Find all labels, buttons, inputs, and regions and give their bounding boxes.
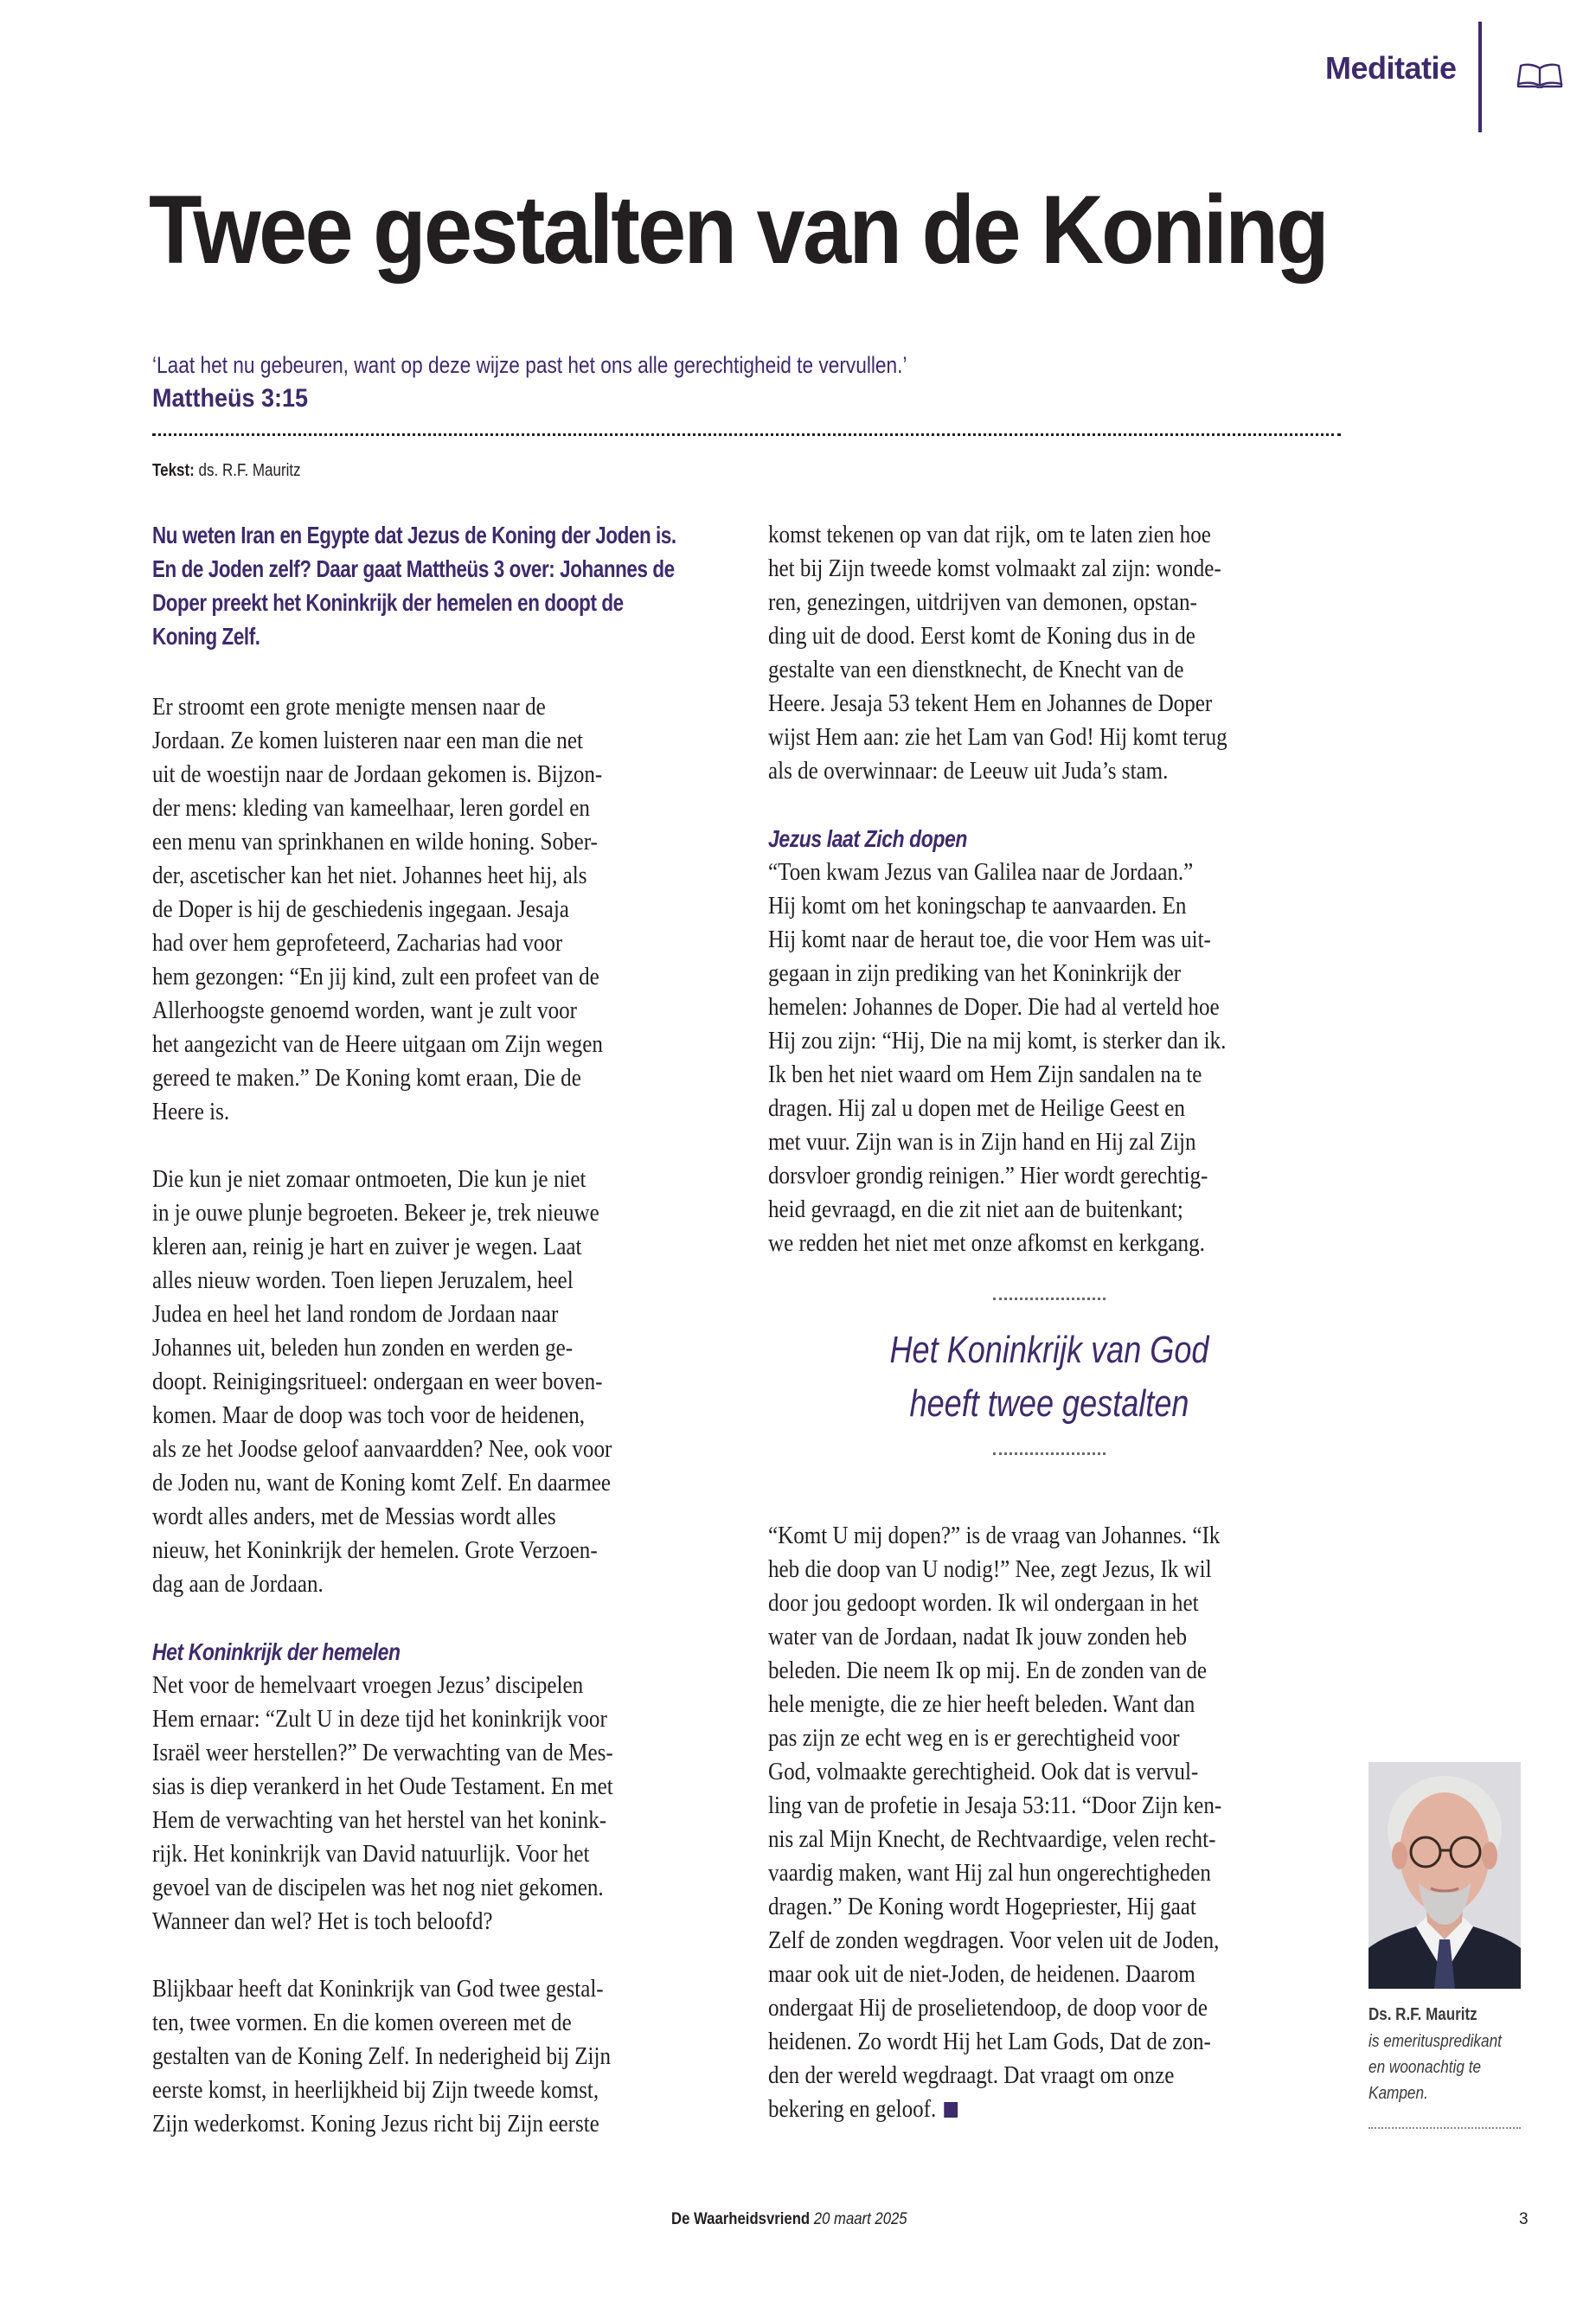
body-line: uit de woestijn naar de Jordaan gekomen is. Bijzon-: [152, 761, 603, 788]
body-line: doopt. Reinigingsritueel: ondergaan en weer boven-: [152, 1368, 603, 1395]
body-line: Zijn wederkomst. Koning Jezus richt bij Zijn eerste: [152, 2111, 599, 2138]
body-line: het aangezicht van de Heere uitgaan om Zijn wegen: [152, 1031, 603, 1058]
body-line: de Joden nu, want de Koning komt Zelf. En daarmee: [152, 1470, 612, 1497]
body-line: rijk. Het koninkrijk van David natuurlijk. Voor het: [152, 1841, 590, 1868]
body-line: wordt alles anders, met de Messias wordt alles: [152, 1503, 556, 1530]
body-line: Hem de verwachting van het herstel van het konink-: [152, 1807, 607, 1834]
body-line: door jou gedoopt worden. Ik wil ondergaan in het: [768, 1590, 1199, 1617]
right-column-continued: [768, 1519, 1330, 2126]
body-line: Judea en heel het land rondom de Jordaan naar: [152, 1301, 559, 1328]
body-line: ondergaat Hij de proselietendoop, de doop voor de: [768, 1995, 1208, 2022]
pull-quote: [768, 1298, 1330, 1455]
body-line: Allerhoogste genoemd worden, want je zult voor: [152, 997, 578, 1024]
body-line: Heere is.: [152, 1099, 230, 1125]
body-line: Hij komt om het koningschap te aanvaarden. En: [768, 893, 1187, 920]
body-line: Wanneer dan wel? Het is toch beloofd?: [152, 1908, 493, 1935]
body-line: als de overwinnaar: de Leeuw uit Juda’s stam.: [768, 758, 1169, 785]
left-column: [152, 518, 715, 2141]
body-line: we redden het niet met onze afkomst en kerkgang.: [768, 1230, 1205, 1257]
body-line: ling van de profetie in Jesaja 53:11. “Door Zijn ken-: [768, 1792, 1222, 1819]
byline: [152, 461, 301, 481]
body-line: vaardig maken, want Hij zal hun ongerechtigheden: [768, 1860, 1211, 1887]
body-line: nieuw, het Koninkrijk der hemelen. Grote Verzoen-: [152, 1537, 598, 1564]
body-line: Ik ben het niet waard om Hem Zijn sandalen na te: [768, 1061, 1202, 1088]
body-line: God, volmaakte gerechtigheid. Ook dat is vervul-: [768, 1759, 1199, 1785]
intro-line: Nu weten Iran en Egypte dat Jezus de Koning der Joden is.: [152, 522, 676, 548]
pull-quote-top-dots: [993, 1298, 1106, 1300]
body-line: hem gezongen: “En jij kind, zult een profeet van de: [152, 964, 599, 990]
body-line: als ze het Joodse geloof aanvaardden? Nee, ook voor: [152, 1436, 612, 1463]
article-title: Twee gestalten van de Koning: [149, 176, 1327, 284]
body-line: Er stroomt een grote menigte mensen naar de: [152, 694, 546, 721]
body-line: dragen.” De Koning wordt Hogepriester, Hij gaat: [768, 1894, 1196, 1920]
body-line: pas zijn ze echt weg en is er gerechtigheid voor: [768, 1725, 1180, 1752]
body-line: der, ascetischer kan het niet. Johannes heet hij, als: [152, 862, 587, 889]
body-line: hemelen: Johannes de Doper. Die had al verteld hoe: [768, 994, 1220, 1021]
body-line: “Toen kwam Jezus van Galilea naar de Jordaan.”: [768, 859, 1194, 886]
body-line: water van de Jordaan, nadat Ik jouw zonden heb: [768, 1624, 1188, 1650]
body-line: ding uit de dood. Eerst komt de Koning dus in de: [768, 623, 1195, 650]
body-line: komst tekenen op van dat rijk, om te laten zien hoe: [768, 522, 1211, 548]
body-line: beleden. Die neem Ik op mij. En de zonden van de: [768, 1657, 1208, 1684]
verse-quote: ‘Laat het nu gebeuren, want op deze wijze past het ons alle gerechtigheid te vervullen.’: [152, 352, 907, 378]
body-paragraph: [152, 1669, 715, 1939]
body-line: alles nieuw worden. Toen liepen Jeruzalem, heel: [152, 1267, 574, 1294]
author-bio-line: Kampen.: [1368, 2084, 1428, 2103]
byline-label: Tekst:: [152, 461, 195, 480]
page-number: 3: [1519, 2210, 1529, 2228]
intro-line: Doper preekt het Koninkrijk der hemelen en doopt de: [152, 589, 624, 616]
body-line: Die kun je niet zomaar ontmoeten, Die kun je niet: [152, 1166, 586, 1193]
body-line: dag aan de Jordaan.: [152, 1571, 324, 1598]
body-paragraph: [152, 1163, 715, 1601]
body-line: hele menigte, die ze hier heeft beleden. Want dan: [768, 1691, 1195, 1718]
intro-paragraph: [152, 518, 715, 653]
body-line: Jordaan. Ze komen luisteren naar een man die net: [152, 727, 583, 754]
subheading: Jezus laat Zich dopen: [768, 825, 967, 852]
body-line: Blijkbaar heeft dat Koninkrijk van God twee gestal-: [152, 1976, 604, 2003]
publication-name: De Waarheidsvriend: [671, 2210, 811, 2228]
body-line: bekering en geloof.: [768, 2093, 1263, 2126]
author-photo: [1368, 1762, 1521, 1989]
body-line: der mens: kleding van kameelhaar, leren gordel en: [152, 795, 590, 822]
pull-quote-bottom-dots: [993, 1452, 1106, 1455]
body-line: komen. Maar de doop was toch voor de heidenen,: [152, 1402, 586, 1429]
footer-publication: [671, 2210, 907, 2229]
body-paragraph: [152, 690, 715, 1129]
body-line: maar ook uit de niet-Joden, de heidenen. Daarom: [768, 1961, 1195, 1988]
body-line: had over hem geprofeteerd, Zacharias had voor: [152, 930, 563, 957]
body-paragraph: [768, 1519, 1330, 2126]
publication-date: 20 maart 2025: [813, 2210, 907, 2228]
body-line: heb die doop van U nodig!” Nee, zegt Jezus, Ik wil: [768, 1556, 1212, 1583]
body-line: nis zal Mijn Knecht, de Rechtvaardige, velen recht-: [768, 1826, 1216, 1853]
body-line: met vuur. Zijn wan is in Zijn hand en Hij zal Zijn: [768, 1129, 1196, 1156]
body-line: heid gevraagd, en die zit niet aan de buitenkant;: [768, 1196, 1183, 1223]
body-line: gegaan in zijn prediking van het Koninkrijk der: [768, 960, 1182, 987]
body-line: dorsvloer grondig reinigen.” Hier wordt gerechtig-: [768, 1163, 1208, 1189]
author-dotted-divider: [1368, 2127, 1521, 2129]
pull-quote-line: Het Koninkrijk van God: [889, 1329, 1209, 1371]
body-line: kleren aan, reinig je hart en zuiver je wegen. Laat: [152, 1234, 582, 1260]
body-line: Hij zou zijn: “Hij, Die na mij komt, is sterker dan ik.: [768, 1028, 1227, 1054]
body-line: Heere. Jesaja 53 tekent Hem en Johannes de Doper: [768, 690, 1213, 717]
pull-quote-line: heeft twee gestalten: [909, 1382, 1189, 1425]
body-line: wijst Hem aan: zie het Lam van God! Hij komt terug: [768, 724, 1227, 751]
body-line: gestalte van een dienstknecht, de Knecht van de: [768, 657, 1184, 683]
body-line: “Komt U mij dopen?” is de vraag van Johannes. “Ik: [768, 1522, 1221, 1549]
body-line: dragen. Hij zal u dopen met de Heilige Geest en: [768, 1095, 1185, 1122]
body-line: Zelf de zonden wegdragen. Voor velen uit de Joden,: [768, 1927, 1220, 1954]
body-line: Hem ernaar: “Zult U in deze tijd het koninkrijk voor: [152, 1706, 607, 1733]
body-line: in je ouwe plunje begroeten. Bekeer je, trek nieuwe: [152, 1200, 599, 1227]
body-line: gereed te maken.” De Koning komt eraan, Die de: [152, 1065, 581, 1092]
body-line: Israël weer herstellen?” De verwachting van de Mes-: [152, 1740, 613, 1766]
subheading: Het Koninkrijk der hemelen: [152, 1638, 401, 1665]
dotted-divider: [152, 433, 1341, 436]
author-name: Ds. R.F. Mauritz: [1368, 2005, 1477, 2024]
author-bio-line: en woonachtig te: [1368, 2058, 1482, 2077]
section-label: Meditatie: [1325, 50, 1457, 86]
body-line: gevoel van de discipelen was het nog niet gekomen.: [152, 1875, 604, 1901]
body-line: ren, genezingen, uitdrijven van demonen, opstan-: [768, 589, 1197, 616]
intro-line: Koning Zelf.: [152, 623, 260, 650]
body-line: Hij komt naar de heraut toe, die voor Hem was uit-: [768, 926, 1211, 953]
intro-line: En de Joden zelf? Daar gaat Mattheüs 3 over: Johannes de: [152, 555, 675, 582]
verse-reference: Mattheüs 3:15: [152, 384, 309, 413]
body-line: ten, twee vormen. En die komen overeen met de: [152, 2009, 572, 2036]
body-line: den der wereld wegdraagt. Dat vraagt om onze: [768, 2062, 1175, 2089]
body-line: het bij Zijn tweede komst volmaakt zal zijn: wonde-: [768, 555, 1221, 582]
body-paragraph: [768, 518, 1330, 788]
body-line: sias is diep verankerd in het Oude Testament. En met: [152, 1773, 613, 1800]
end-of-article-mark: [944, 2102, 958, 2118]
body-line: de Doper is hij de geschiedenis ingegaan. Jesaja: [152, 896, 569, 923]
author-portrait-image: [1368, 1762, 1521, 1989]
body-line: gestalten van de Koning Zelf. In nederigheid bij Zijn: [152, 2043, 612, 2070]
body-line: eerste komst, in heerlijkheid bij Zijn tweede komst,: [152, 2077, 599, 2104]
open-book-icon: [1516, 62, 1563, 88]
body-line: Johannes uit, beleden hun zonden en werden ge-: [152, 1335, 574, 1362]
body-paragraph: [768, 856, 1330, 1260]
header-divider: [1478, 22, 1482, 132]
body-line: heidenen. Zo wordt Hij het Lam Gods, Dat de zon-: [768, 2029, 1211, 2055]
body-line: een menu van sprinkhanen en wilde honing. Sober-: [152, 829, 598, 856]
body-paragraph: [152, 1972, 715, 2141]
author-bio-line: is emerituspredikant: [1368, 2032, 1502, 2051]
right-column: [768, 518, 1330, 1260]
byline-author: ds. R.F. Mauritz: [198, 461, 301, 480]
body-line: Net voor de hemelvaart vroegen Jezus’ discipelen: [152, 1672, 584, 1699]
